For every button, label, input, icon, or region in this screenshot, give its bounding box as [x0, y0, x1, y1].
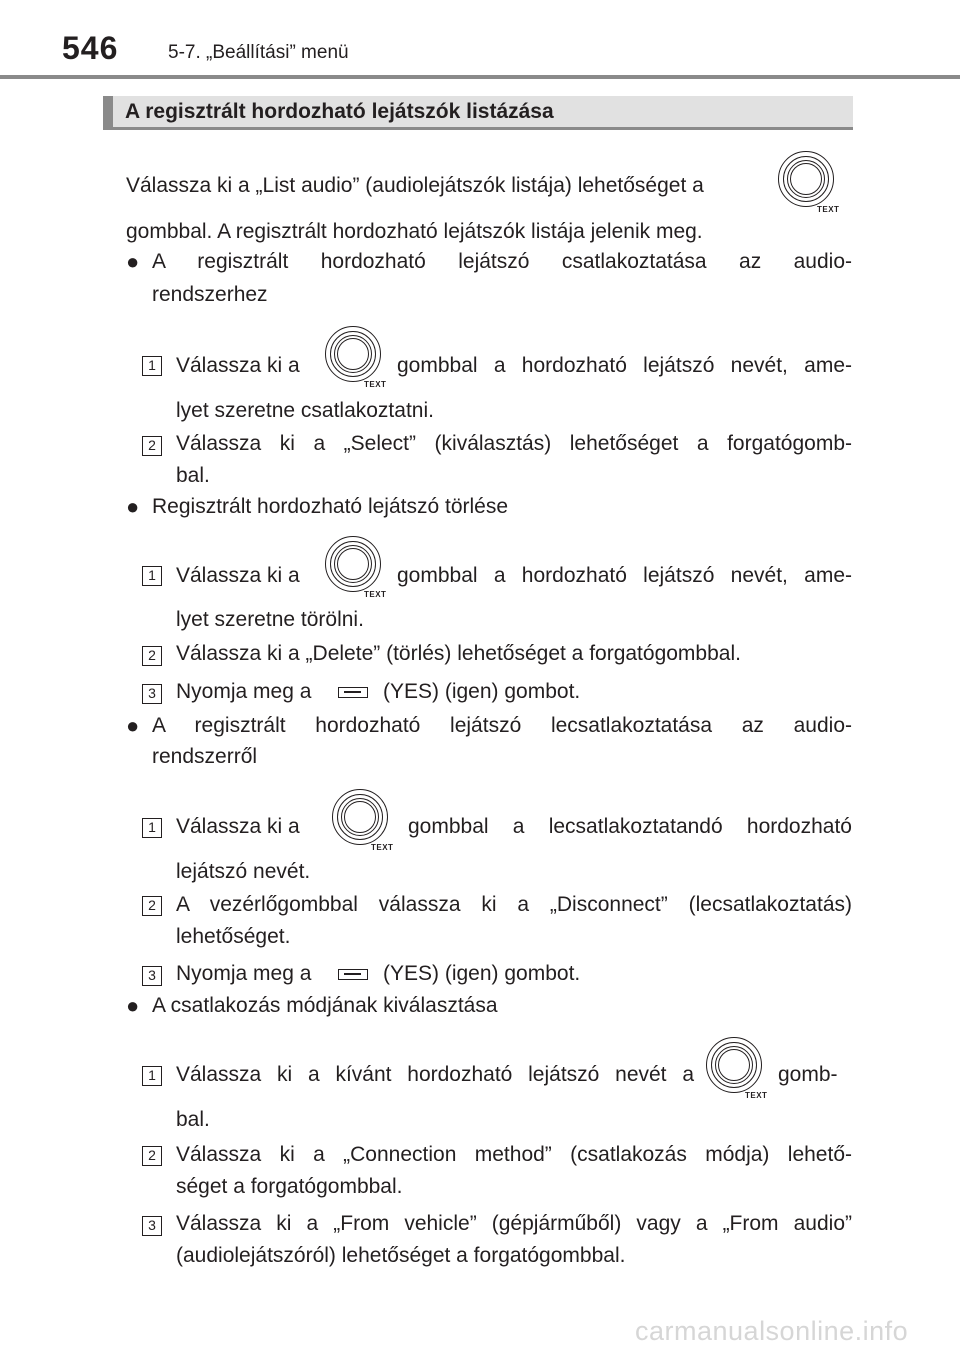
step-text-pre: Nyomja meg a — [176, 962, 312, 985]
bullet: ● — [126, 249, 140, 274]
section-3-title-line-2: rendszerről — [152, 745, 258, 768]
tune-select-knob-icon — [322, 533, 388, 599]
section-1-title-line-1: A regisztrált hordozható lejátszó csatlakoztatása az audio- — [152, 250, 852, 273]
step-text-post: gombbal a lecsatlakoztatandó hordozható — [408, 815, 852, 838]
step-text-post: (YES) (igen) gombot. — [383, 680, 581, 703]
step-number: 1 — [142, 1066, 162, 1086]
step-number: 3 — [142, 1216, 162, 1236]
bullet: ● — [126, 713, 140, 738]
step-number: 2 — [142, 896, 162, 916]
knob-text-label: TEXT — [371, 843, 394, 852]
step-number: 1 — [142, 818, 162, 838]
step-text-pre: Válassza ki a kívánt hordozható lejátszó nevét a — [176, 1063, 694, 1086]
section-header — [103, 96, 853, 130]
watermark: carmanualsonline.info — [635, 1316, 909, 1346]
step-text-line-2: bal. — [176, 464, 210, 487]
tune-select-knob-icon — [703, 1034, 769, 1100]
step-text-line-1: Válassza ki a „Delete” (törlés) lehetőséget a forgatógombbal. — [176, 642, 741, 665]
tune-select-knob-icon — [775, 148, 841, 214]
step-text-line-1: Válassza ki a „Select” (kiválasztás) lehetőséget a forgatógomb- — [176, 432, 852, 455]
step-number: 2 — [142, 646, 162, 666]
step-text-line-2: séget a forgatógombbal. — [176, 1175, 403, 1198]
page-number: 546 — [62, 30, 119, 66]
section-2-title: Regisztrált hordozható lejátszó törlése — [152, 495, 509, 518]
step-text-post: gomb- — [778, 1063, 838, 1086]
step-number: 3 — [142, 966, 162, 986]
step-text-line-1: A vezérlőgombbal válassza ki a „Disconnect” (lecsatlakoztatás) — [176, 893, 852, 916]
step-text-cont: bal. — [176, 1108, 210, 1131]
chapter-title: 5-7. „Beállítási” menü — [168, 42, 349, 63]
step-text-post: gombbal a hordozható lejátszó nevét, ame- — [397, 564, 852, 587]
section-3-title-line-1: A regisztrált hordozható lejátszó lecsatlakoztatása az audio- — [152, 714, 852, 737]
step-text-cont: lyet szeretne törölni. — [176, 608, 364, 631]
step-number: 1 — [142, 356, 162, 376]
step-number: 2 — [142, 436, 162, 456]
section-title: A regisztrált hordozható lejátszók listázása — [125, 100, 554, 123]
yes-button-icon — [338, 687, 368, 698]
knob-text-label: TEXT — [364, 380, 387, 389]
step-number: 3 — [142, 684, 162, 704]
intro-line-2: gombbal. A regisztrált hordozható lejátszók listája jelenik meg. — [126, 220, 703, 243]
knob-text-label: TEXT — [745, 1091, 768, 1100]
tune-select-knob-icon — [329, 786, 395, 852]
section-4-title: A csatlakozás módjának kiválasztása — [152, 994, 498, 1017]
step-number: 2 — [142, 1146, 162, 1166]
header-rule — [0, 75, 960, 79]
section-1-title-line-2: rendszerhez — [152, 283, 268, 306]
intro-line-1: Válassza ki a „List audio” (audiolejátszók listája) lehetőséget a — [126, 174, 704, 197]
step-text-line-1: Válassza ki a „Connection method” (csatlakozás módja) lehető- — [176, 1143, 852, 1166]
step-text-line-2: lehetőséget. — [176, 925, 291, 948]
step-text-post: (YES) (igen) gombot. — [383, 962, 581, 985]
step-text-pre: Válassza ki a — [176, 815, 300, 838]
step-number: 1 — [142, 566, 162, 586]
step-text-cont: lejátszó nevét. — [176, 860, 311, 883]
step-text-pre: Válassza ki a — [176, 564, 300, 587]
step-text-pre: Nyomja meg a — [176, 680, 312, 703]
tune-select-knob-icon — [322, 323, 388, 389]
step-text-line-1: Válassza ki a „From vehicle” (gépjárműből) vagy a „From audio” — [176, 1212, 852, 1235]
step-text-pre: Válassza ki a — [176, 354, 300, 377]
knob-text-label: TEXT — [364, 590, 387, 599]
yes-button-icon — [338, 969, 368, 980]
step-text-post: gombbal a hordozható lejátszó nevét, ame- — [397, 354, 852, 377]
bullet: ● — [126, 993, 140, 1018]
bullet: ● — [126, 494, 140, 519]
knob-text-label: TEXT — [817, 205, 840, 214]
step-text-line-2: (audiolejátszóról) lehetőséget a forgatógombbal. — [176, 1244, 626, 1267]
step-text-cont: lyet szeretne csatlakoztatni. — [176, 399, 434, 422]
